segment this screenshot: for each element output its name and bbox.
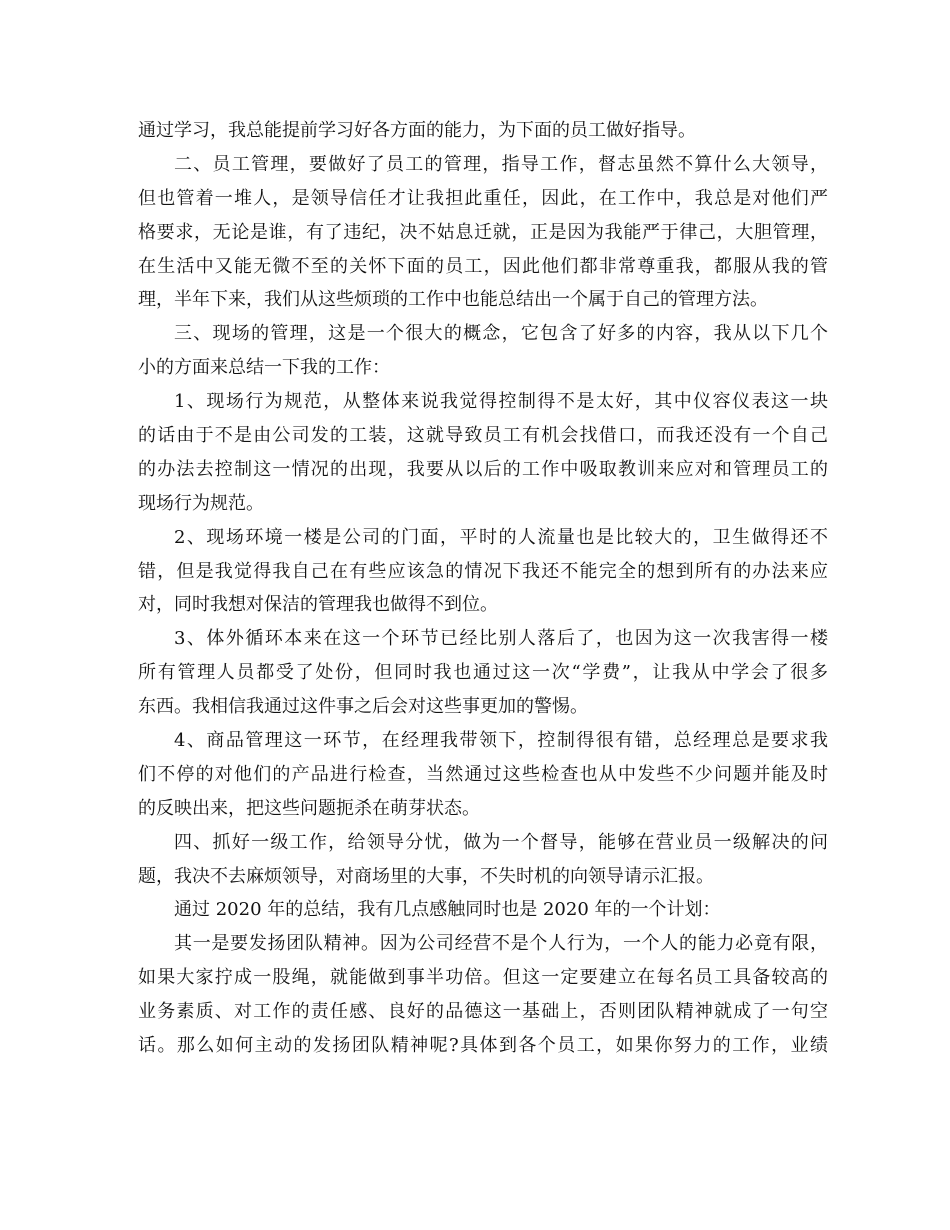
text-line: 业务素质、对工作的责任感、良好的品德这一基础上，否则团队精神就成了一句空 xyxy=(138,1001,828,1023)
text-line: 在生活中又能无微不至的关怀下面的员工，因此他们都非常尊重我，都服从我的管 xyxy=(138,255,828,277)
text-line: 的反映出来，把这些问题扼杀在萌芽状态。 xyxy=(138,797,480,819)
text-line: 4、商品管理这一环节，在经理我带领下，控制得很有错，总经理总是要求我 xyxy=(174,730,828,752)
text-line: 通过 2020 年的总结，我有几点感触同时也是 2020 年的一个计划： xyxy=(174,899,721,921)
text-line: 们不停的对他们的产品进行检查，当然通过这些检查也从中发些不少问题并能及时 xyxy=(138,763,828,785)
text-line: 东西。我相信我通过这件事之后会对这些事更加的警惕。 xyxy=(138,696,588,718)
document-body xyxy=(138,114,828,1063)
text-line: 题，我决不去麻烦领导，对商场里的大事，不失时机的向领导请示汇报。 xyxy=(138,865,714,887)
text-line: 二、员工管理，要做好了员工的管理，指导工作，督志虽然不算什么大领导， xyxy=(174,153,828,175)
text-line: 所有管理人员都受了处份，但同时我也通过这一次“学费”，让我从中学会了很多 xyxy=(138,662,828,684)
text-line: 如果大家拧成一股绳，就能做到事半功倍。但这一定要建立在每名员工具备较高的 xyxy=(138,967,828,989)
text-line: 四、抓好一级工作，给领导分忧，做为一个督导，能够在营业员一级解决的问 xyxy=(174,831,828,853)
text-line: 对，同时我想对保洁的管理我也做得不到位。 xyxy=(138,594,498,616)
text-line: 其一是要发扬团队精神。因为公司经营不是个人行为，一个人的能力必竟有限， xyxy=(174,933,828,955)
text-line: 的话由于不是由公司发的工装，这就导致员工有机会找借口，而我还没有一个自己 xyxy=(138,425,828,447)
text-line: 错，但是我觉得我自己在有些应该急的情况下我还不能完全的想到所有的办法来应 xyxy=(138,560,828,582)
text-line: 理，半年下来，我们从这些烦琐的工作中也能总结出一个属于自己的管理方法。 xyxy=(138,289,768,311)
text-line: 话。那么如何主动的发扬团队精神呢?具体到各个员工，如果你努力的工作，业绩 xyxy=(138,1035,828,1057)
text-line: 通过学习，我总能提前学习好各方面的能力，为下面的员工做好指导。 xyxy=(138,120,696,141)
text-line: 格要求，无论是谁，有了违纪，决不姑息迁就，正是因为我能严于律己，大胆管理， xyxy=(138,221,828,243)
text-line: 但也管着一堆人，是领导信任才让我担此重任，因此，在工作中，我总是对他们严 xyxy=(138,187,828,209)
text-line: 的办法去控制这一情况的出现，我要从以后的工作中吸取教训来应对和管理员工的 xyxy=(138,458,828,480)
text-line: 2、现场环境一楼是公司的门面，平时的人流量也是比较大的，卫生做得还不 xyxy=(174,526,828,548)
text-line: 三、现场的管理，这是一个很大的概念，它包含了好多的内容，我从以下几个 xyxy=(174,323,828,345)
text-line: 3、体外循环本来在这一个环节已经比别人落后了，也因为这一次我害得一楼 xyxy=(174,628,828,650)
text-line: 现场行为规范。 xyxy=(138,492,264,514)
text-line: 小的方面来总结一下我的工作： xyxy=(138,357,390,379)
text-line: 1、现场行为规范，从整体来说我觉得控制得不是太好，其中仪容仪表这一块 xyxy=(174,391,828,413)
